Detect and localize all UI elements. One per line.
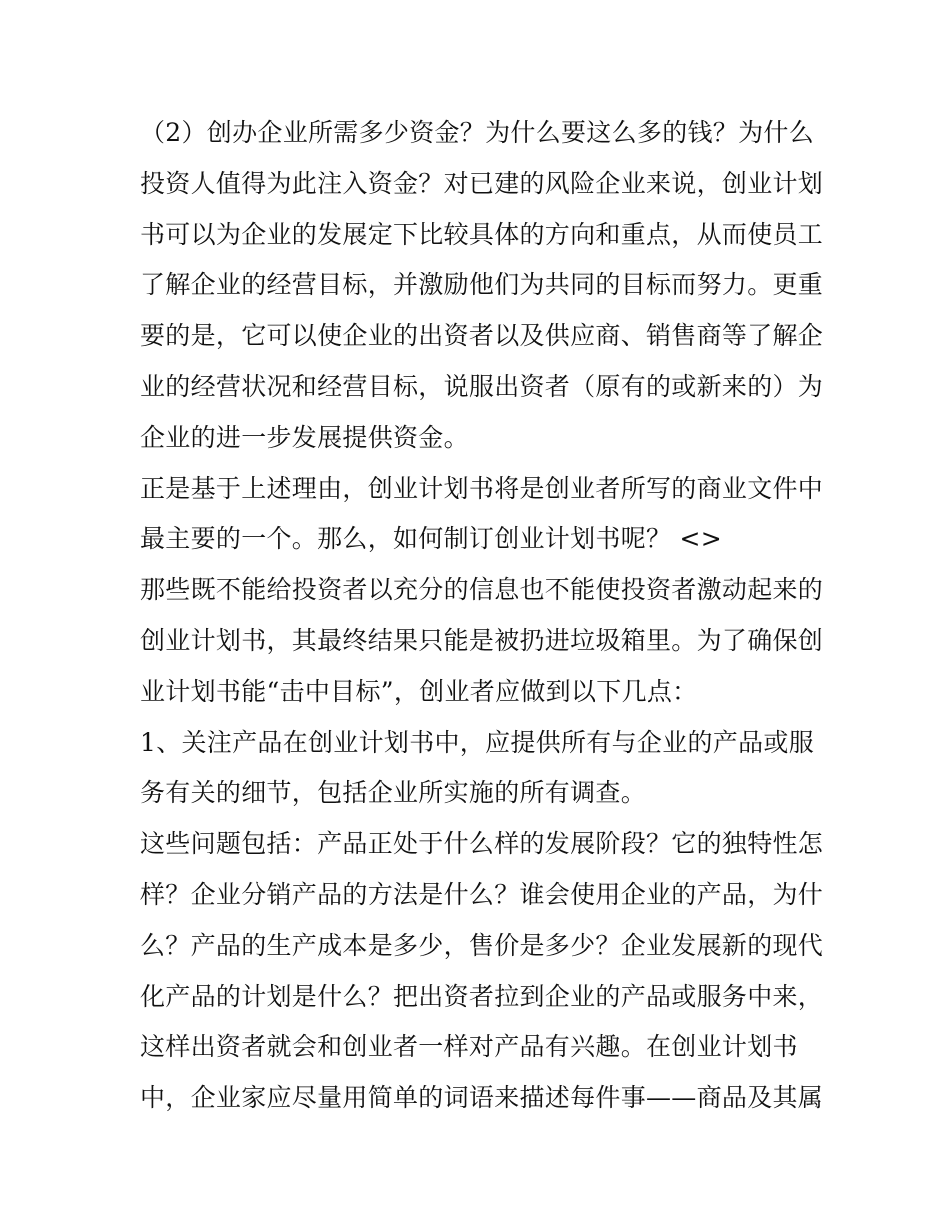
text-line: 投资人值得为此注入资金？对已建的风险企业来说，创业计划 (140, 168, 824, 198)
text-line: 了解企业的经营目标，并激励他们为共同的目标而努力。更重 (140, 270, 824, 300)
text-line: 化产品的计划是什么？把出资者拉到企业的产品或服务中来， (140, 981, 824, 1011)
text-line: 务有关的细节，包括企业所实施的所有调查。 (140, 778, 647, 808)
text-line: 中，企业家应尽量用简单的词语来描述每件事——商品及其属 (140, 1083, 824, 1113)
text-line: 样？企业分销产品的方法是什么？谁会使用企业的产品，为什 (140, 879, 824, 909)
text-line: 业计划书能“击中目标”，创业者应做到以下几点： (140, 676, 698, 706)
text-line: 创业计划书，其最终结果只能是被扔进垃圾箱里。为了确保创 (140, 625, 824, 655)
text-line: 最主要的一个。那么，如何制订创业计划书呢？ <> (140, 524, 723, 554)
text-line: 要的是，它可以使企业的出资者以及供应商、销售商等了解企 (140, 321, 824, 351)
text-line: 书可以为企业的发展定下比较具体的方向和重点，从而使员工 (140, 219, 824, 249)
text-line: 正是基于上述理由，创业计划书将是创业者所写的商业文件中 (140, 473, 824, 503)
text-line: 企业的进一步发展提供资金。 (140, 422, 469, 452)
text-line: 1、关注产品在创业计划书中，应提供所有与企业的产品或服 (140, 727, 815, 757)
document-body (140, 108, 824, 1124)
text-line: 么？产品的生产成本是多少，售价是多少？企业发展新的现代 (140, 930, 824, 960)
text-line: 这些问题包括：产品正处于什么样的发展阶段？它的独特性怎 (140, 829, 824, 859)
text-line: 业的经营状况和经营目标，说服出资者（原有的或新来的）为 (140, 371, 824, 401)
text-line: （2）创办企业所需多少资金？为什么要这么多的钱？为什么 (140, 118, 815, 147)
text-line: 那些既不能给投资者以充分的信息也不能使投资者激动起来的 (140, 575, 824, 605)
text-line: 这样出资者就会和创业者一样对产品有兴趣。在创业计划书 (140, 1032, 798, 1062)
